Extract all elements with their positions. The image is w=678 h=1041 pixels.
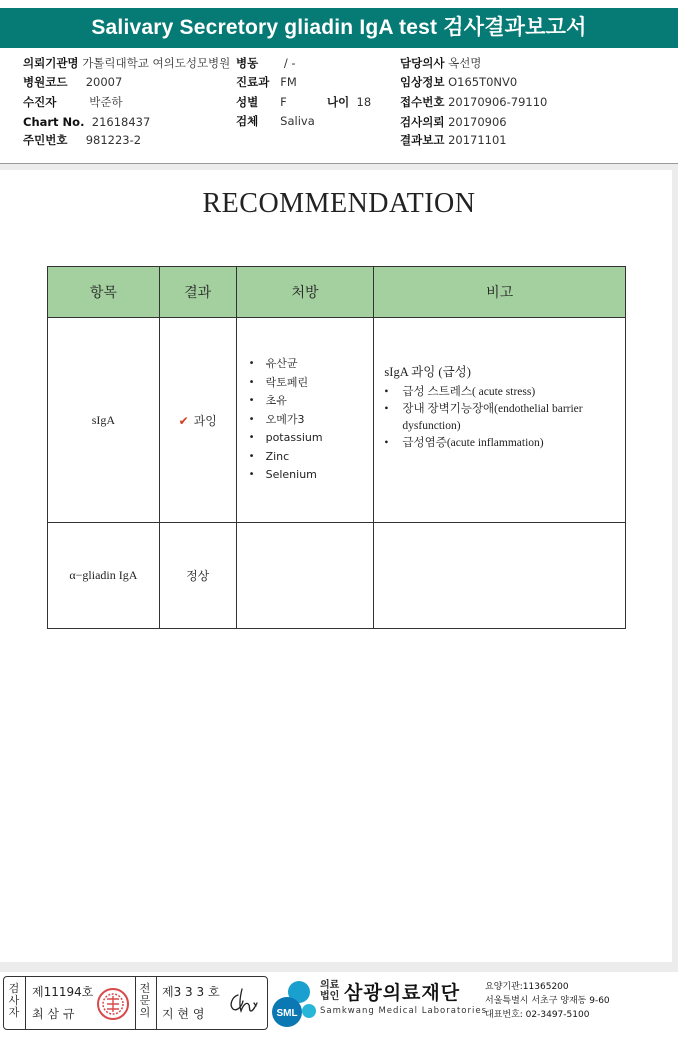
list-item: • 락토페린 (249, 374, 374, 393)
examiner-name: 최 삼 규 (32, 1007, 75, 1021)
signature-box (3, 976, 268, 1030)
row-item: sIgA (48, 318, 160, 523)
foundation-contact (485, 980, 610, 1022)
examiner-label: 검 사 자 (8, 982, 20, 1019)
report-title: Salivary Secretory gliadin IgA test 검사결과보고서 (0, 8, 678, 48)
table-row (48, 318, 626, 523)
request-date: 검사의뢰 20170906 (400, 115, 507, 129)
sml-logo (271, 978, 319, 1028)
specialist-info (162, 981, 220, 1033)
header-item: 항목 (48, 267, 160, 318)
note-list (384, 384, 615, 452)
recommendation-title: RECOMMENDATION (202, 188, 476, 219)
list-item: • 장내 장벽기능장애(endothelial barrier dysfunction) (384, 401, 615, 435)
specialist-label: 전 문 의 (139, 982, 151, 1019)
table-header-row (48, 267, 626, 318)
signature-icon (224, 985, 264, 1037)
chart-no: Chart No. 21618437 (23, 115, 151, 129)
list-item: • potassium (249, 429, 374, 448)
phone: 대표번호: 02-3497-5100 (485, 1010, 590, 1020)
page-border-right (672, 164, 678, 966)
row-prescriptions (236, 318, 374, 523)
receipt-no: 접수번호 20170906-79110 (400, 95, 548, 109)
age: 나이 18 (327, 95, 372, 109)
divider (156, 977, 157, 1029)
ward: 병동 / - (236, 56, 296, 70)
specimen: 검체 Saliva (236, 114, 315, 128)
row-item: α−gliadin IgA (48, 523, 160, 629)
specialist-number: 제3 3 3 호 (162, 985, 220, 999)
list-item: • 유산균 (249, 355, 374, 374)
hospital-code: 병원코드 20007 (23, 75, 123, 89)
page-border-top (0, 164, 678, 170)
examiner-number: 제11194호 (32, 985, 94, 999)
collector: 수진자 박준하 (23, 95, 123, 109)
address: 서울특별시 서초구 양재동 9-60 (485, 996, 610, 1006)
resident-id: 주민번호 981223-2 (23, 133, 142, 147)
department: 진료과 FM (236, 75, 297, 89)
prescription-list (237, 355, 374, 485)
row-note (374, 523, 626, 629)
checkmark-icon: ✔ (178, 413, 189, 428)
list-item: • 급성염증(acute inflammation) (384, 435, 615, 452)
list-item: • 오메가3 (249, 411, 374, 430)
seal-stamp-icon (96, 987, 130, 1039)
examiner-info (32, 981, 93, 1033)
header-result: 결과 (159, 267, 236, 318)
row-result: 정상 (159, 523, 236, 629)
note-title: sIgA 과잉 (급성) (384, 365, 471, 379)
sml-logo-text: SML (276, 1008, 298, 1019)
row-prescriptions (236, 523, 374, 629)
foundation-name: 삼광의료재단 (344, 982, 461, 1004)
sex: 성별 F (236, 95, 287, 109)
result-label: 과잉 (193, 413, 217, 428)
row-result (159, 318, 236, 523)
corp-prefix: 의료 법인 (320, 980, 340, 1002)
list-item: • Zinc (249, 448, 374, 467)
report-date: 결과보고 20171101 (400, 133, 507, 147)
doctor: 담당의사 옥선명 (400, 56, 482, 70)
list-item: • 초유 (249, 392, 374, 411)
clinical-info: 임상정보 O165T0NV0 (400, 75, 518, 89)
row-note (374, 318, 626, 523)
recommendation-table (47, 266, 626, 629)
list-item: • Selenium (249, 466, 374, 485)
divider (135, 977, 136, 1029)
table-row (48, 523, 626, 629)
org-code: 요양기관:11365200 (485, 982, 569, 992)
divider (25, 977, 26, 1029)
foundation-english: Samkwang Medical Laboratories (320, 1006, 488, 1016)
header-prescription: 처방 (236, 267, 374, 318)
list-item: • 급성 스트레스( acute stress) (384, 384, 615, 401)
header-note: 비고 (374, 267, 626, 318)
page-border-bottom (0, 962, 678, 972)
specialist-name: 지 현 영 (162, 1007, 205, 1021)
institution: 의뢰기관명 가톨릭대학교 여의도성모병원 (23, 56, 231, 70)
